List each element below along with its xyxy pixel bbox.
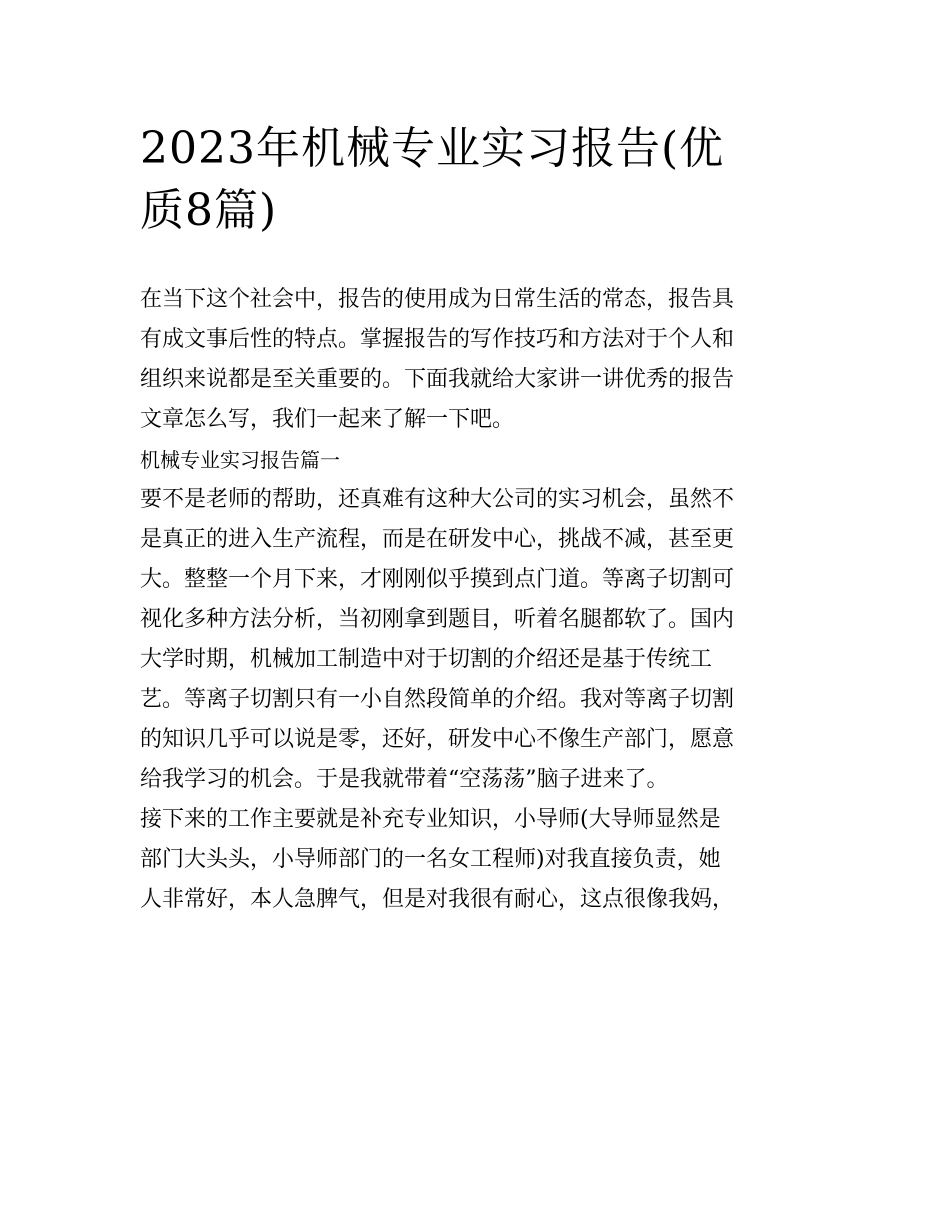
para1-line-8: 给我学习的机会。于是我就带着“空荡荡”脑子进来了。 <box>140 767 669 792</box>
para1-line-2: 是真正的进入生产流程，而是在研发中心，挑战不减，甚至更 <box>140 527 735 552</box>
para1-line-4: 视化多种方法分析，当初刚拿到题目，听着名腿都软了。国内 <box>140 607 735 632</box>
para1-line-6: 艺。等离子切割只有一小自然段简单的介绍。我对等离子切割 <box>140 687 735 712</box>
intro-line-2: 有成文事后性的特点。掌握报告的写作技巧和方法对于个人和 <box>140 327 735 352</box>
body-paragraph-2 <box>140 800 820 920</box>
intro-paragraph <box>140 280 820 440</box>
intro-line-1: 在当下这个社会中，报告的使用成为日常生活的常态，报告具 <box>140 287 735 312</box>
intro-line-4: 文章怎么写，我们一起来了解一下吧。 <box>140 407 515 432</box>
document-title <box>140 118 820 242</box>
para2-line-1: 接下来的工作主要就是补充专业知识，小导师(大导师显然是 <box>140 807 721 832</box>
para1-line-3: 大。整整一个月下来，才刚刚似乎摸到点门道。等离子切割可 <box>140 567 735 592</box>
title-line-2: 质8篇) <box>140 185 278 236</box>
document-body <box>140 280 820 920</box>
title-line-1: 2023年机械专业实习报告(优 <box>140 123 725 174</box>
body-paragraph-1 <box>140 480 820 800</box>
section-heading: 机械专业实习报告篇一 <box>140 448 340 472</box>
intro-line-3: 组织来说都是至关重要的。下面我就给大家讲一讲优秀的报告 <box>140 367 735 392</box>
para2-line-3: 人非常好，本人急脾气，但是对我很有耐心，这点很像我妈， <box>140 887 735 912</box>
para1-line-1: 要不是老师的帮助，还真难有这种大公司的实习机会，虽然不 <box>140 487 735 512</box>
para1-line-5: 大学时期，机械加工制造中对于切割的介绍还是基于传统工 <box>140 647 713 672</box>
para1-line-7: 的知识几乎可以说是零，还好，研发中心不像生产部门，愿意 <box>140 727 735 752</box>
para2-line-2: 部门大头头，小导师部门的一名女工程师)对我直接负责，她 <box>140 847 721 872</box>
